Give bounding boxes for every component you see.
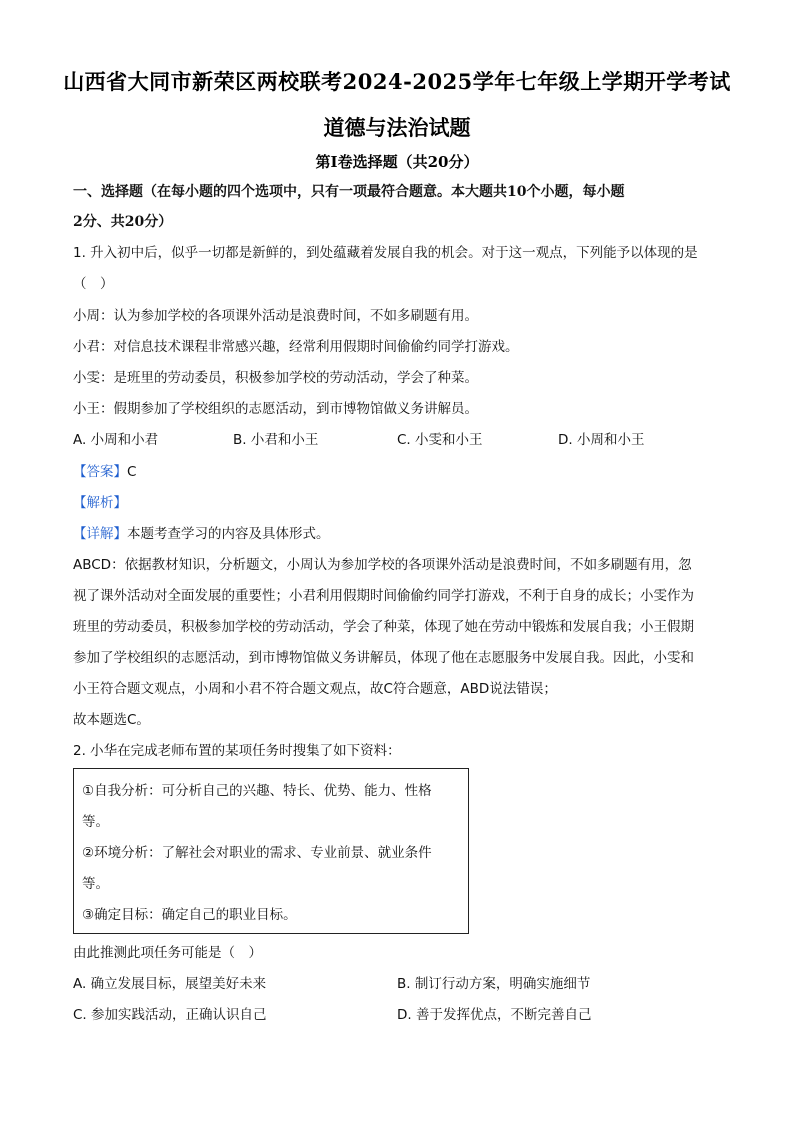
q2-box-line-1: ①自我分析：可分析自己的兴趣、特长、优势、能力、性格 [82,783,432,799]
q1-detail [73,524,330,544]
exam-title: 山西省大同市新荣区两校联考2024-2025学年七年级上学期开学考试 [63,69,731,94]
q1-conclusion: 故本题选C。 [73,712,150,728]
q1-option-b: B. 小君和小王 [233,432,319,448]
q1-explanation-line-2: 视了课外活动对全面发展的重要性；小君利用假期时间偷偷约同学打游戏，不利于自身的成长；小雯作为 [73,588,694,604]
q2-stem: 2. 小华在完成老师布置的某项任务时搜集了如下资料： [73,743,401,759]
q2-question: 由此推测此项任务可能是（ ） [73,945,262,961]
q1-option-c: C. 小雯和小王 [397,432,483,448]
q1-explanation-line-1: ABCD：依据教材知识，分析题文，小周认为参加学校的各项课外活动是浪费时间，不如多刷题有用，忽 [73,557,692,573]
q2-box-line-5: ③确定目标：确定自己的职业目标。 [82,907,297,923]
instructions-line-1: 一、选择题（在每小题的四个选项中，只有一项最符合题意。本大题共10个小题，每小题 [73,184,625,200]
q1-stem-line-2: （ ） [73,276,114,292]
q1-explanation-line-4: 参加了学校组织的志愿活动，到市博物馆做义务讲解员，体现了他在志愿服务中发展自我。因此，小雯和 [73,650,694,666]
q2-option-c: C. 参加实践活动，正确认识自己 [73,1007,267,1023]
detail-text: 本题考查学习的内容及具体形式。 [127,526,330,542]
q1-stem-line-1: 1. 升入初中后，似乎一切都是新鲜的，到处蕴藏着发展自我的机会。对于这一观点，下列能予以体现的是 [73,245,698,261]
answer-tag: 【答案】 [73,464,127,480]
q2-option-a: A. 确立发展目标，展望美好未来 [73,976,267,992]
q1-statement-4: 小王：假期参加了学校组织的志愿活动，到市博物馆做义务讲解员。 [73,401,478,417]
q2-material-box [73,768,469,934]
q1-explanation-line-3: 班里的劳动委员，积极参加学校的劳动活动，学会了种菜，体现了她在劳动中锻炼和发展自我；小王假期 [73,619,694,635]
analysis-tag: 【解析】 [73,495,127,511]
q1-option-a: A. 小周和小君 [73,432,159,448]
q2-option-d: D. 善于发挥优点，不断完善自己 [397,1007,592,1023]
q1-statement-3: 小雯：是班里的劳动委员，积极参加学校的劳动活动，学会了种菜。 [73,370,478,386]
q1-analysis [73,493,127,513]
q1-statement-1: 小周：认为参加学校的各项课外活动是浪费时间，不如多刷题有用。 [73,308,478,324]
q1-statement-2: 小君：对信息技术课程非常感兴趣，经常利用假期时间偷偷约同学打游戏。 [73,339,519,355]
q2-box-line-2: 等。 [82,814,109,830]
section-title: 第Ⅰ卷选择题（共20分） [315,153,479,171]
exam-subtitle: 道德与法治试题 [323,115,471,140]
instructions-line-2: 2分、共20分） [73,214,173,230]
detail-tag: 【详解】 [73,526,127,542]
q2-option-b: B. 制订行动方案，明确实施细节 [397,976,591,992]
q1-explanation-line-5: 小王符合题文观点，小周和小君不符合题文观点，故C符合题意，ABD说法错误； [73,681,557,697]
answer-value: C [127,464,137,480]
q2-box-line-3: ②环境分析：了解社会对职业的需求、专业前景、就业条件 [82,845,432,861]
q1-option-d: D. 小周和小王 [558,432,645,448]
q2-box-line-4: 等。 [82,876,109,892]
q1-answer [73,462,136,482]
